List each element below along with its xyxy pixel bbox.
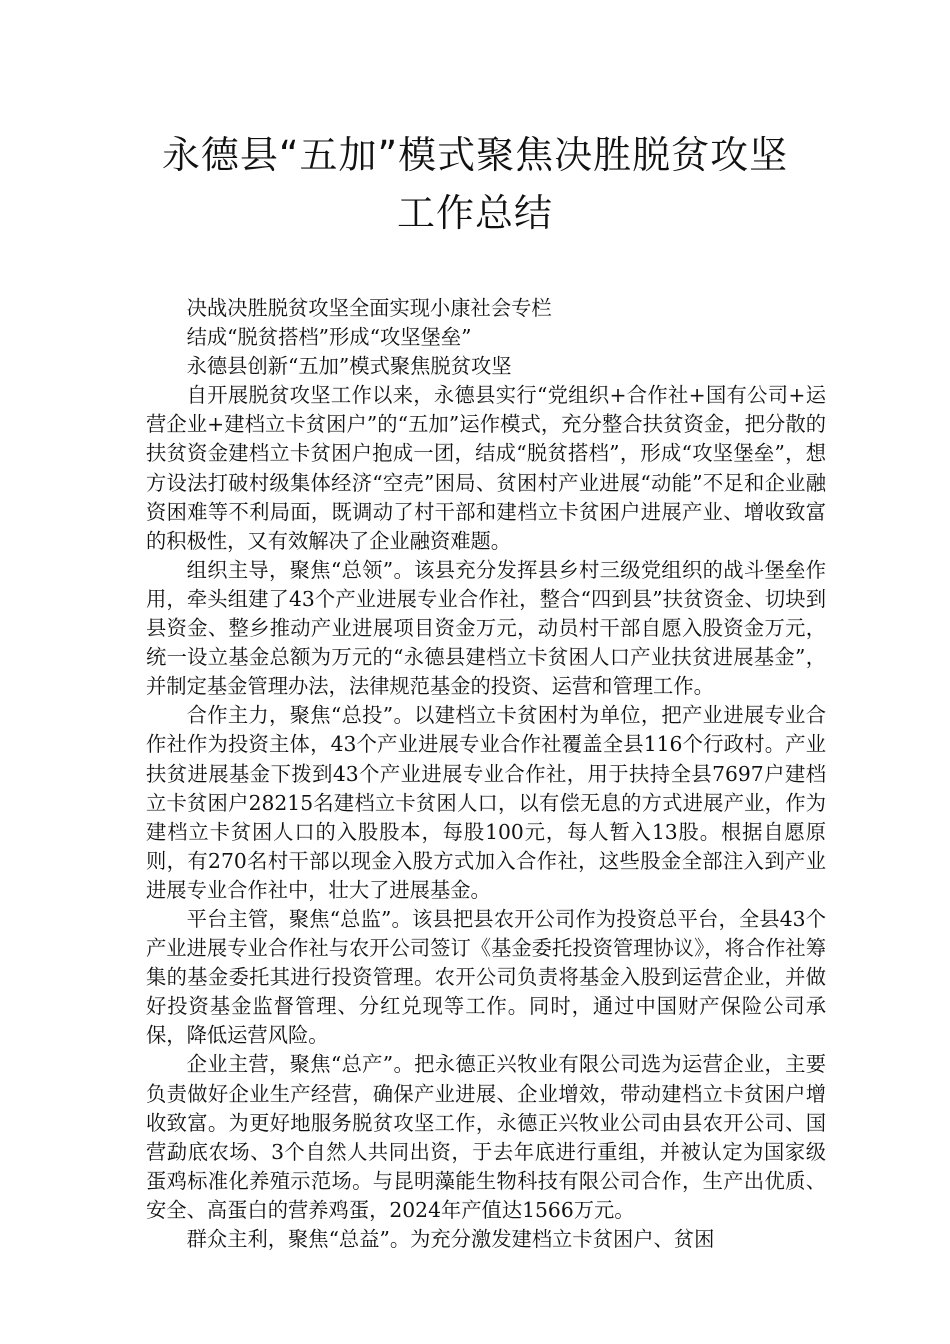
- title-line-1: 永德县“五加”模式聚焦决胜脱贫攻坚: [161, 133, 789, 177]
- subtitle-2: 永德县创新“五加”模式聚焦脱贫攻坚: [186, 354, 512, 379]
- paragraph-platform: 平台主管，聚焦“总监”。该县把县农开公司作为投资总平台，全县43个产业进展专业合作社与农开公司签订《基金委托投资管理协议》，将合作社筹集的基金委托其进行投资管理。农开公司负责将基金入股到运营企业，并做好投资基金监督管理、分红兑现等工作。同时，通过中国财产保险公司承保，降低运营风险。: [146, 906, 826, 1048]
- document-body: [146, 294, 826, 1254]
- paragraph-enterprise: 企业主营，聚焦“总产”。把永德正兴牧业有限公司选为运营企业，主要负责做好企业生产经营，确保产业进展、企业增效，带动建档立卡贫困户增收致富。为更好地服务脱贫攻坚工作，永德正兴牧业公司由县农开公司、国营勐底农场、3个自然人共同出资，于去年底进行重组，并被认定为国家级蛋鸡标准化养殖示范场。与昆明藻能生物科技有限公司合作，生产出优质、安全、高蛋白的营养鸡蛋，2024年产值达1566万元。: [146, 1052, 826, 1222]
- paragraph-organization: 组织主导，聚焦“总领”。该县充分发挥县乡村三级党组织的战斗堡垒作用，牵头组建了43个产业进展专业合作社，整合“四到县”扶贫资金、切块到县资金、整乡推动产业进展项目资金万元，动员村干部自愿入股资金万元，统一设立基金总额为万元的“永德县建档立卡贫困人口产业扶贫进展基金”，并制定基金管理办法，法律规范基金的投资、运营和管理工作。: [146, 557, 826, 699]
- paragraph-intro: 自开展脱贫攻坚工作以来，永德县实行“党组织+合作社+国有公司+运营企业+建档立卡贫困户”的“五加”运作模式，充分整合扶贫资金，把分散的扶贫资金建档立卡贫困户抱成一团，结成“脱贫搭档”，形成“攻坚堡垒”，想方设法打破村级集体经济“空壳”困局、贫困村产业进展“动能”不足和企业融资困难等不利局面，既调动了村干部和建档立卡贫困户进展产业、增收致富的积极性，又有效解决了企业融资难题。: [146, 383, 826, 553]
- document-title: [120, 126, 830, 242]
- column-label: 决战决胜脱贫攻坚全面实现小康社会专栏: [186, 296, 552, 320]
- title-line-2: 工作总结: [396, 191, 553, 235]
- paragraph-public-benefit: 群众主利，聚焦“总益”。为充分激发建档立卡贫困户、贫困: [186, 1227, 715, 1251]
- paragraph-cooperative: 合作主力，聚焦“总投”。以建档立卡贫困村为单位，把产业进展专业合作社作为投资主体，43个产业进展专业合作社覆盖全县116个行政村。产业扶贫进展基金下拨到43个产业进展专业合作社，用于扶持全县7697户建档立卡贫困户28215名建档立卡贫困人口，以有偿无息的方式进展产业，作为建档立卡贫困人口的入股股本，每股100元，每人暂入13股。根据自愿原则，有270名村干部以现金入股方式加入合作社，这些股金全部注入到产业进展专业合作社中，壮大了进展基金。: [146, 703, 826, 902]
- subtitle-1: 结成“脱贫搭档”形成“攻坚堡垒”: [186, 325, 472, 350]
